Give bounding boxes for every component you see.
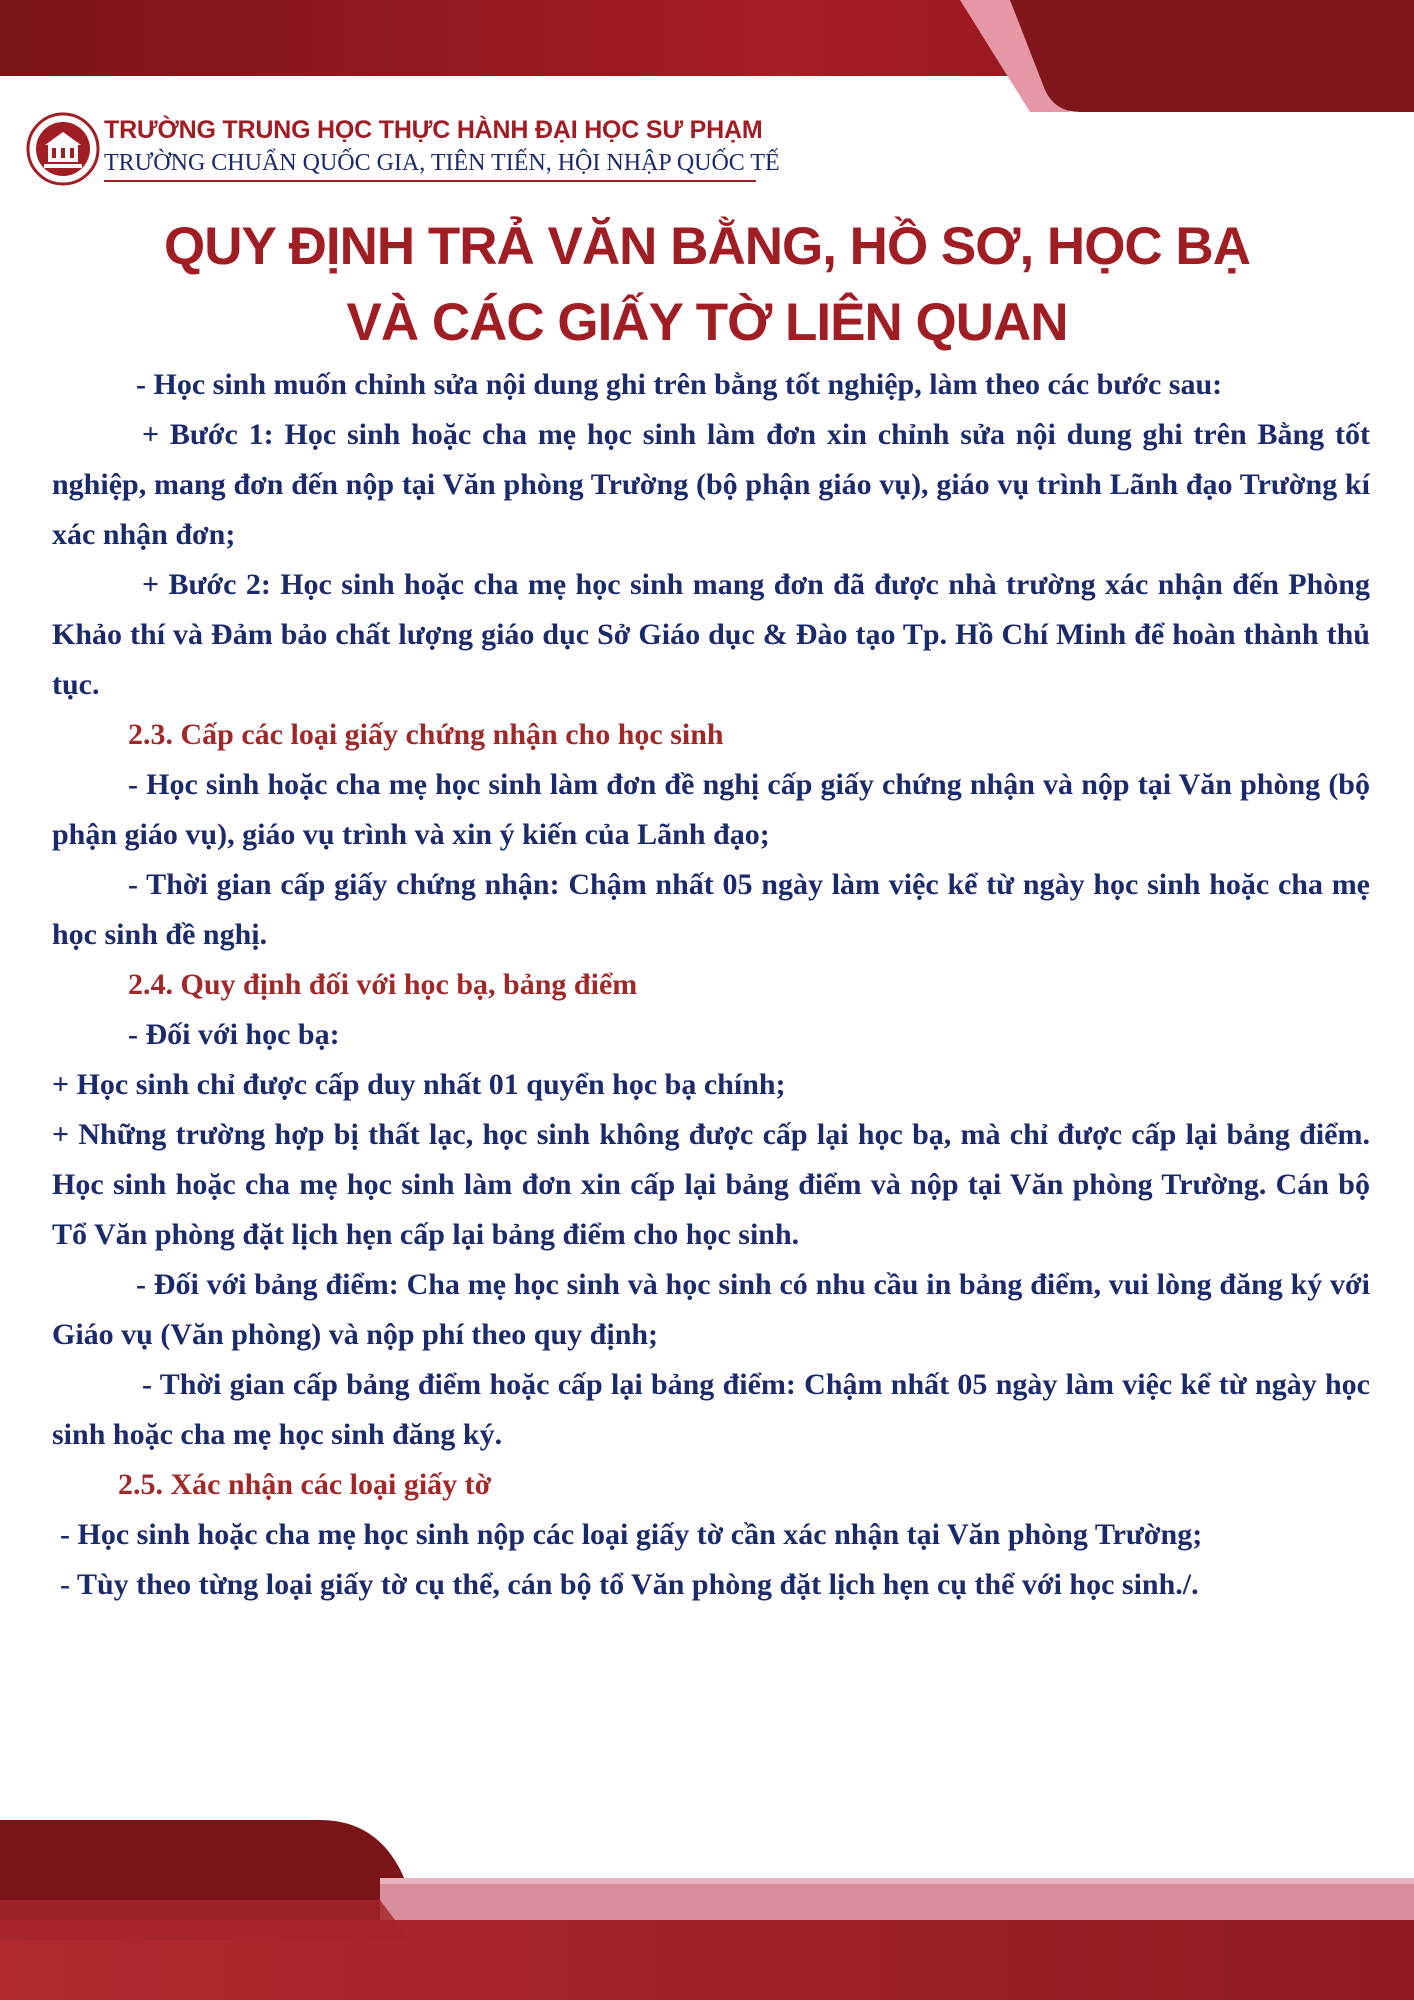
paragraph-certificate-request: - Học sinh hoặc cha mẹ học sinh làm đơn đề nghị cấp giấy chứng nhận và nộp tại Văn phòng (bộ phận giáo vụ), giáo vụ trình và xin ý kiến của Lãnh đạo; — [52, 768, 1370, 851]
paragraph-document-submission: - Học sinh hoặc cha mẹ học sinh nộp các loại giấy tờ cần xác nhận tại Văn phòng Trường; — [60, 1518, 1203, 1551]
paragraph-transcript-book: - Đối với học bạ: — [128, 1018, 340, 1051]
section-heading-2-5: 2.5. Xác nhận các loại giấy tờ — [118, 1468, 492, 1501]
page-title-line-1: QUY ĐỊNH TRẢ VĂN BẰNG, HỒ SƠ, HỌC BẠ — [164, 217, 1250, 276]
page-title-line-2: VÀ CÁC GIẤY TỜ LIÊN QUAN — [346, 293, 1068, 352]
school-logo-icon — [26, 112, 100, 186]
school-name: TRƯỜNG TRUNG HỌC THỰC HÀNH ĐẠI HỌC SƯ PHẠM — [104, 116, 763, 144]
paragraph-edit-diploma: - Học sinh muốn chỉnh sửa nội dung ghi trên bằng tốt nghiệp, làm theo các bước sau: — [136, 368, 1223, 401]
school-motto: TRƯỜNG CHUẨN QUỐC GIA, TIÊN TIẾN, HỘI NHẬP QUỐC TẾ — [104, 150, 780, 176]
paragraph-step-1: + Bước 1: Học sinh hoặc cha mẹ học sinh làm đơn xin chỉnh sửa nội dung ghi trên Bằng tốt nghiệp, mang đơn đến nộp tại Văn phòng Trường (bộ phận giáo vụ), giáo vụ trình Lãnh đạo Trường kí xác nhận đơn; — [52, 418, 1370, 551]
paragraph-grade-sheet-time: - Thời gian cấp bảng điểm hoặc cấp lại bảng điểm: Chậm nhất 05 ngày làm việc kể từ ngày học sinh hoặc cha mẹ học sinh đăng ký. — [52, 1368, 1370, 1451]
paragraph-step-2: + Bước 2: Học sinh hoặc cha mẹ học sinh mang đơn đã được nhà trường xác nhận đến Phòng Khảo thí và Đảm bảo chất lượng giáo dục Sở Giáo dục & Đào tạo Tp. Hồ Chí Minh để hoàn thành thủ tục. — [52, 568, 1370, 701]
regulation-body — [52, 360, 1370, 1610]
paragraph-certificate-time: - Thời gian cấp giấy chứng nhận: Chậm nhất 05 ngày làm việc kể từ ngày học sinh hoặc cha mẹ học sinh đề nghị. — [52, 868, 1370, 951]
paragraph-single-copy: + Học sinh chỉ được cấp duy nhất 01 quyển học bạ chính; — [52, 1068, 786, 1101]
paragraph-lost-transcript: + Những trường hợp bị thất lạc, học sinh không được cấp lại học bạ, mà chỉ được cấp lại bảng điểm. Học sinh hoặc cha mẹ học sinh làm đơn xin cấp lại bảng điểm và nộp tại Văn phòng Trường. Cán bộ Tổ Văn phòng đặt lịch hẹn cấp lại bảng điểm cho học sinh. — [52, 1118, 1370, 1251]
paragraph-appointment: - Tùy theo từng loại giấy tờ cụ thể, cán bộ tổ Văn phòng đặt lịch hẹn cụ thể với học sinh./. — [60, 1568, 1199, 1601]
section-heading-2-3: 2.3. Cấp các loại giấy chứng nhận cho học sinh — [128, 718, 724, 751]
bottom-banner — [0, 1820, 1414, 2000]
motto-underline — [104, 180, 756, 182]
school-header — [26, 110, 780, 186]
section-heading-2-4: 2.4. Quy định đối với học bạ, bảng điểm — [128, 968, 638, 1001]
top-banner — [0, 0, 1414, 112]
paragraph-grade-sheet: - Đối với bảng điểm: Cha mẹ học sinh và học sinh có nhu cầu in bảng điểm, vui lòng đăng ký với Giáo vụ (Văn phòng) và nộp phí theo quy định; — [52, 1268, 1370, 1351]
